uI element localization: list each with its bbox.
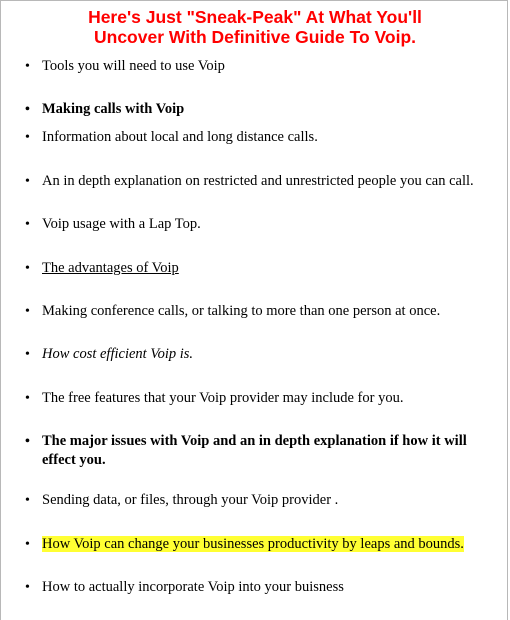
bullet-icon: • <box>25 217 30 232</box>
list-item-text: How to actually incorporate Voip into your buisness <box>42 579 344 595</box>
bullet-icon: • <box>25 434 30 449</box>
bullet-icon: • <box>25 391 30 406</box>
list-item <box>25 578 495 597</box>
list-item-text: Information about local and long distance calls. <box>42 129 318 145</box>
list-item <box>25 259 495 278</box>
list-item-text: Voip usage with a Lap Top. <box>42 216 201 232</box>
list-item <box>25 389 495 408</box>
bullet-icon: • <box>25 580 30 595</box>
list-item-text: Tools you will need to use Voip <box>42 58 225 74</box>
list-item <box>25 215 495 234</box>
list-item <box>25 491 495 510</box>
list-item-text: An in depth explanation on restricted and unrestricted people you can call. <box>42 173 474 189</box>
bullet-icon: • <box>25 130 30 145</box>
list-item <box>25 57 495 76</box>
list-item <box>25 432 495 470</box>
list-item-text: Sending data, or files, through your Voip provider . <box>42 492 339 508</box>
list-item-text: The major issues with Voip and an in depth explanation if how it will effect you. <box>42 433 467 468</box>
list-item <box>25 345 495 364</box>
headline <box>1 7 509 47</box>
bullet-icon: • <box>25 537 30 552</box>
bullet-icon: • <box>25 304 30 319</box>
list-item <box>25 172 495 191</box>
bullet-icon: • <box>25 261 30 276</box>
list-item <box>25 535 495 554</box>
list-item <box>25 100 495 119</box>
list-item <box>25 302 495 321</box>
bullet-icon: • <box>25 102 30 117</box>
bullet-icon: • <box>25 59 30 74</box>
highlighted-text: How Voip can change your businesses productivity by leaps and bounds. <box>42 536 464 552</box>
bullet-icon: • <box>25 174 30 189</box>
bullet-icon: • <box>25 347 30 362</box>
list-item <box>25 128 495 147</box>
list-item-text: Making calls with Voip <box>42 101 185 117</box>
list-item-text: How cost efficient Voip is. <box>42 346 194 362</box>
headline-line-1: Here's Just "Sneak-Peak" At What You'll <box>88 7 422 27</box>
headline-line-2: Uncover With Definitive Guide To Voip. <box>94 27 416 47</box>
bullet-icon: • <box>25 493 30 508</box>
list-item-text: The free features that your Voip provider may include for you. <box>42 390 404 406</box>
list-item-text: Making conference calls, or talking to more than one person at once. <box>42 303 441 319</box>
list-item-text: The advantages of Voip <box>42 260 179 276</box>
